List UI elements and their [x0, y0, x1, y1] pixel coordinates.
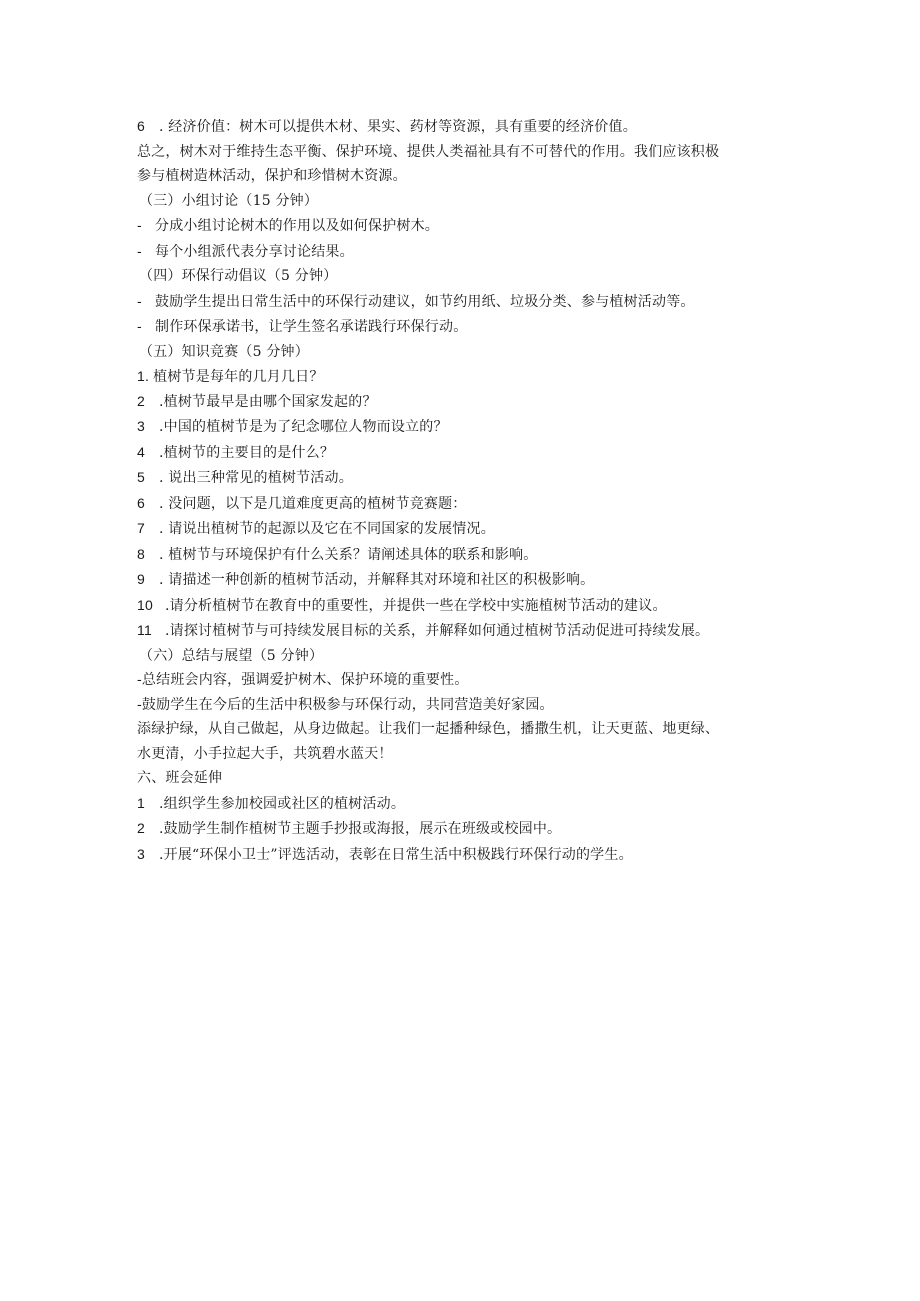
section-4-title: （四）环保行动倡议（5 分钟）: [139, 268, 338, 284]
item-number: 6: [137, 118, 145, 134]
closing-line-1: 添绿护绿，从自己做起，从身边做起。让我们一起播种绿色，播撒生机，让天更蓝、地更绿、: [137, 721, 720, 737]
quiz-item: 9 . 请描述一种创新的植树节活动，并解释其对环境和社区的积极影响。: [137, 567, 797, 593]
section-4-bullet: - 制作环保承诺书，让学生签名承诺践行环保行动。: [137, 314, 797, 340]
document-body: [137, 114, 797, 867]
quiz-item: 4 .植树节的主要目的是什么？: [137, 440, 797, 466]
item-number: 3: [137, 845, 145, 862]
item-number: 1: [137, 794, 145, 811]
section-5-title: （五）知识竞赛（5 分钟）: [139, 343, 309, 360]
quiz-item: 10 .请分析植树节在教育中的重要性，并提供一些在学校中实施植树节活动的建议。: [137, 593, 797, 619]
dash-marker: -: [137, 318, 142, 334]
dash-marker: -: [137, 242, 142, 259]
quiz-item: 11 .请探讨植树节与可持续发展目标的关系，并解释如何通过植树节活动促进可持续发展。: [137, 618, 797, 644]
part-6-title: 六、班会延伸: [137, 770, 223, 786]
section-6-bullet: -鼓励学生在今后的生活中积极参与环保行动，共同营造美好家园。: [137, 696, 554, 713]
quiz-item: 8 . 植树节与环境保护有什么关系？请阐述具体的联系和影响。: [137, 542, 797, 568]
quiz-item: 1. 植树节是每年的几月几日？: [137, 368, 324, 384]
section-4-bullet: - 鼓励学生提出日常生活中的环保行动建议，如节约用纸、垃圾分类、参与植树活动等。: [137, 289, 797, 315]
economic-value-item: [137, 114, 797, 140]
extension-item: 3 .开展“环保小卫士”评选活动，表彰在日常生活中积极践行环保行动的学生。: [137, 842, 797, 868]
item-number: 4: [137, 443, 145, 460]
item-text: . 经济价值：树木可以提供木材、果实、药材等资源，具有重要的经济价值。: [159, 119, 637, 135]
item-number: 10: [137, 596, 153, 613]
item-number: 8: [137, 545, 145, 562]
item-number: 3: [137, 418, 145, 434]
quiz-item: 2 .植树节最早是由哪个国家发起的？: [137, 389, 797, 415]
item-number: 11: [137, 622, 152, 638]
quiz-item: 3 .中国的植树节是为了纪念哪位人物而设立的？: [137, 414, 797, 440]
quiz-item: 7 . 请说出植树节的起源以及它在不同国家的发展情况。: [137, 516, 797, 542]
item-number: 9: [137, 571, 145, 587]
summary-line-2: 参与植树造林活动，保护和珍惜树木资源。: [137, 168, 407, 184]
section-6-title: （六）总结与展望（5 分钟）: [139, 647, 324, 664]
closing-line-2: 水更清，小手拉起大手，共筑碧水蓝天！: [137, 745, 393, 762]
item-number: 2: [137, 392, 145, 409]
extension-item: 1 .组织学生参加校园或社区的植树活动。: [137, 791, 797, 817]
section-3-bullet: - 每个小组派代表分享讨论结果。: [137, 239, 797, 265]
item-number: 7: [137, 520, 145, 536]
section-3-bullet: - 分成小组讨论树木的作用以及如何保护树木。: [137, 213, 797, 239]
summary-line-1: 总之，树木对于维持生态平衡、保护环境、提供人类福祉具有不可替代的作用。我们应该积极: [137, 143, 720, 160]
section-3-title: （三）小组讨论（15 分钟）: [139, 192, 319, 209]
extension-item: 2 .鼓励学生制作植树节主题手抄报或海报，展示在班级或校园中。: [137, 816, 797, 842]
quiz-item: 5 . 说出三种常见的植树节活动。: [137, 465, 797, 491]
item-number: 5: [137, 469, 145, 485]
quiz-item: 6 . 没问题，以下是几道难度更高的植树节竞赛题：: [137, 491, 797, 517]
dash-marker: -: [137, 217, 142, 233]
item-number: 2: [137, 820, 145, 836]
item-number: 6: [137, 494, 145, 511]
dash-marker: -: [137, 292, 142, 309]
section-6-bullet: -总结班会内容，强调爱护树木、保护环境的重要性。: [137, 672, 469, 688]
